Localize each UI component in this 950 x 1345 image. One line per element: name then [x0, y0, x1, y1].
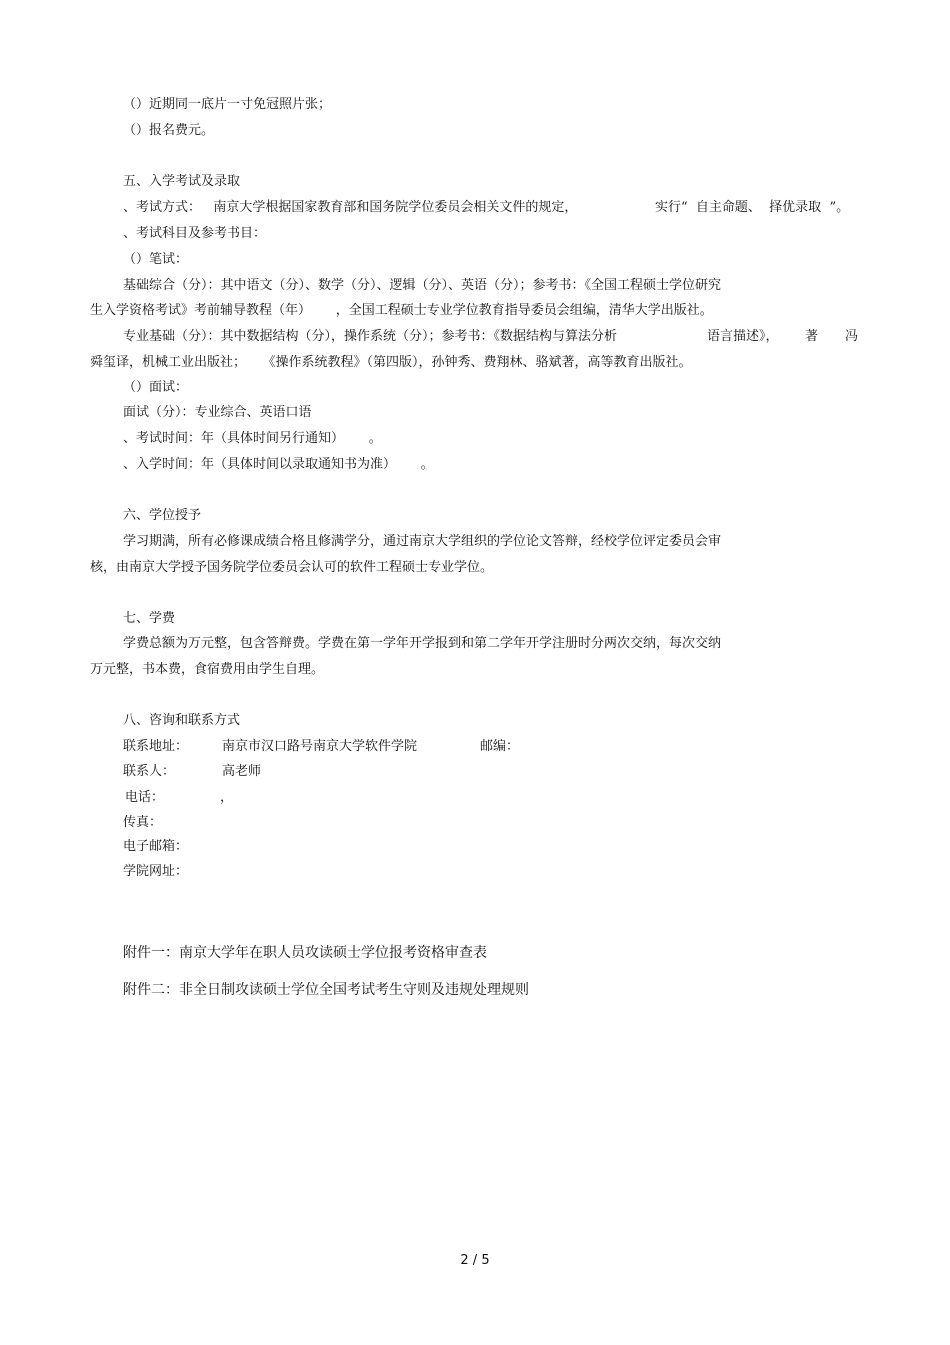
page-number: 2 / 5	[460, 1253, 490, 1268]
text-line: 实行“ 自主命题、 择优录取 ”。	[655, 200, 850, 215]
text-line: 生入学资格考试》考前辅导教程（年） ，全国工程硕士专业学位教育指导委员会组编，清华大学出版社。	[90, 303, 713, 318]
text-line: （）近期同一底片一寸免冠照片张；	[123, 97, 332, 112]
contact-email-label: 电子邮箱：	[123, 839, 189, 854]
text-line: 、入学时间：年（具体时间以录取通知书为准） 。	[123, 457, 434, 472]
contact-address-value: 南京市汉口路号南京大学软件学院	[222, 739, 418, 754]
section-heading: 五、入学考试及录取	[123, 174, 241, 189]
text-line: 语言描述》，	[707, 329, 779, 344]
text-line: 、考试时间：年（具体时间另行通知） 。	[123, 431, 382, 446]
section-heading: 六、学位授予	[123, 508, 202, 523]
section-heading: 七、学费	[123, 611, 176, 626]
text-line: 万元整，书本费，食宿费用由学生自理。	[90, 662, 325, 677]
text-line: （）面试：	[123, 380, 189, 395]
text-line: 舜玺译，机械工业出版社； 《操作系统教程》（第四版），孙钟秀、费翔林、骆斌著，高等教育出版社。	[90, 355, 692, 370]
contact-fax-label: 传真：	[123, 815, 163, 830]
contact-phone-label: 电话：	[125, 790, 165, 805]
text-line: （）笔试：	[123, 252, 189, 267]
text-line: 基础综合（分）：其中语文（分）、数学（分）、逻辑（分）、英语（分）；参考书：《全国工程硕士学位研究	[123, 278, 722, 293]
contact-website-label: 学院网址：	[123, 864, 189, 879]
text-line: 、考试方式： 南京大学根据国家教育部和国务院学位委员会相关文件的规定，	[123, 200, 578, 215]
text-line: 著	[805, 329, 819, 344]
text-line: 面试（分）：专业综合、英语口语	[123, 405, 312, 420]
text-line: 核，由南京大学授予国务院学位委员会认可的软件工程硕士专业学位。	[90, 560, 494, 575]
contact-phone-value: ，	[220, 790, 234, 805]
text-line: 学费总额为万元整，包含答辩费。学费在第一学年开学报到和第二学年开学注册时分两次交纳，每次交纳	[123, 636, 722, 651]
contact-person-value: 高老师	[222, 764, 262, 779]
text-line: 冯	[845, 329, 859, 344]
contact-person-label: 联系人：	[123, 764, 176, 779]
text-line: 专业基础（分）：其中数据结构（分），操作系统（分）；参考书：《数据结构与算法分析	[123, 329, 618, 344]
contact-address-label: 联系地址：	[123, 739, 189, 754]
text-line: 、考试科目及参考书目：	[123, 226, 267, 241]
text-line: （）报名费元。	[123, 123, 215, 138]
text-line: 学习期满，所有必修课成绩合格且修满学分，通过南京大学组织的学位论文答辩，经校学位评定委员会审	[123, 534, 722, 549]
section-heading: 八、咨询和联系方式	[123, 713, 241, 728]
contact-zip-label: 邮编：	[480, 739, 520, 754]
attachment-line: 附件二：非全日制攻读硕士学位全国考试考生守则及违规处理规则	[123, 982, 529, 998]
attachment-line: 附件一：南京大学年在职人员攻读硕士学位报考资格审查表	[123, 945, 487, 961]
